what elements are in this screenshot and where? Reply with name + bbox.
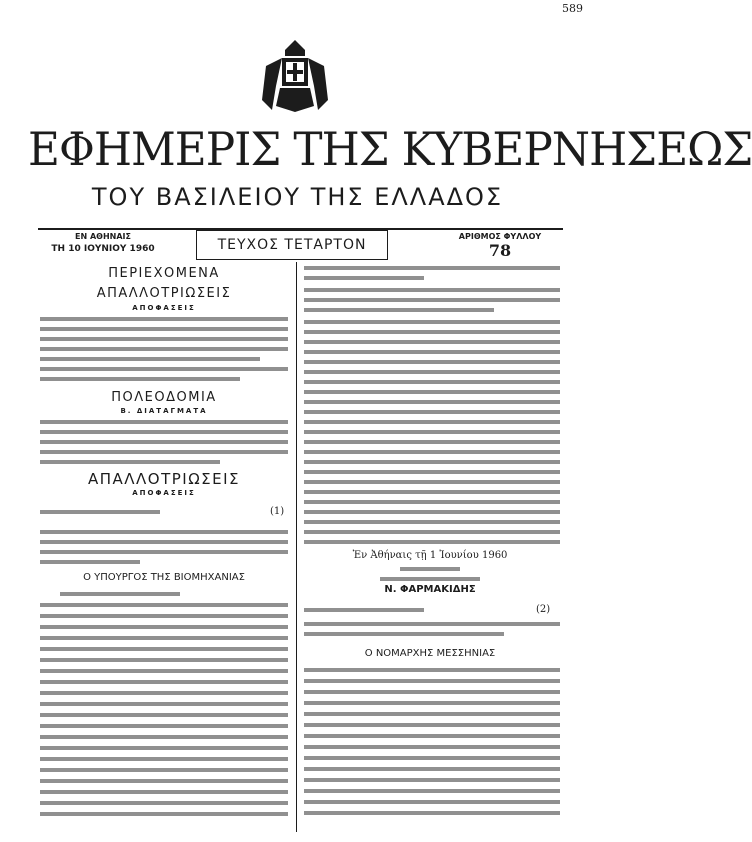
masthead-title: ΕΦΗΜΕΡΙΣ ΤΗΣ ΚΥΒΕΡΝΗΣΕΩΣ (28, 122, 752, 176)
signature-place-date: Ἐν Ἀθήναις τῇ 1 Ἰουνίου 1960 (352, 550, 508, 561)
masthead-subtitle: ΤΟΥ ΒΑΣΙΛΕΙΟΥ ΤΗΣ ΕΛΛΑΔΟΣ (91, 183, 504, 211)
contents-heading: ΠΕΡΙΕΧΟΜΕΝΑ (108, 266, 220, 281)
coat-of-arms-emblem (260, 40, 330, 114)
contents-section-heading: ΠΟΛΕΟΔΟΜΙΑ (111, 390, 217, 405)
contents-section-heading: ΑΠΑΛΛΟΤΡΙΩΣΕΙΣ (96, 286, 232, 301)
sheet-number: 78 (488, 241, 512, 260)
decision-number: (2) (536, 604, 551, 615)
issue-place: ΕΝ ΑΘΗΝΑΙΣ (75, 232, 131, 241)
contents-section-subheading: Β. ΔΙΑΤΑΓΜΑΤΑ (120, 407, 208, 415)
contents-section-subheading: ΑΠΟΦΑΣΕΙΣ (132, 304, 196, 312)
sheet-number-label: ΑΡΙΘΜΟΣ ΦΥΛΛΟΥ (458, 232, 542, 241)
section-subheading: ΑΠΟΦΑΣΕΙΣ (132, 489, 196, 497)
section-heading: ΑΠΑΛΛΟΤΡΙΩΣΕΙΣ (87, 470, 241, 488)
page-number: 589 (562, 2, 583, 15)
issue-volume: ΤΕΥΧΟΣ ΤΕΤΑΡΤΟΝ (196, 230, 388, 260)
decision-number: (1) (270, 506, 285, 517)
column-divider (296, 262, 297, 832)
nomarch-heading: Ο ΝΟΜΑΡΧΗΣ ΜΕΣΣΗΝΙΑΣ (364, 648, 496, 659)
issue-date: ΤΗ 10 ΙΟΥΝΙΟΥ 1960 (51, 244, 155, 254)
ministry-heading: Ο ΥΠΟΥΡΓΟΣ ΤΗΣ ΒΙΟΜΗΧΑΝΙΑΣ (83, 572, 245, 583)
signer-name: Ν. ΦΑΡΜΑΚΙΔΗΣ (384, 584, 476, 595)
